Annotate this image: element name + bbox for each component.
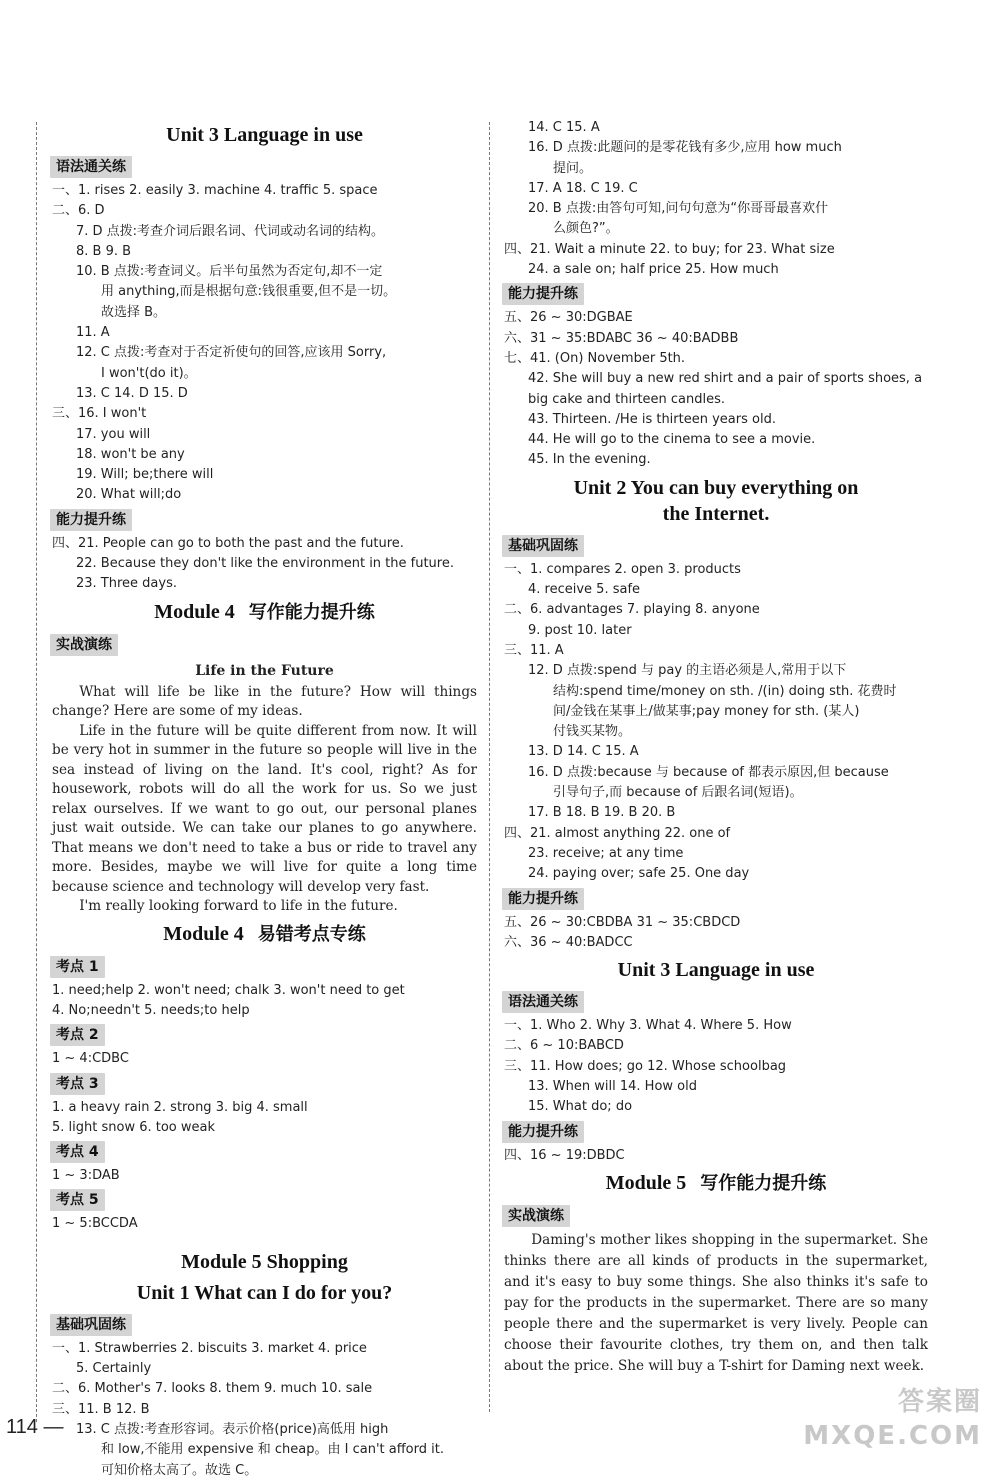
answer-line: 付钱买某物。	[553, 724, 632, 740]
answer-line: 5. Certainly	[76, 1361, 152, 1377]
answer-line: 17. A 18. C 19. C	[528, 180, 638, 196]
module5-writing-title-en: Module 5	[605, 1171, 687, 1194]
answer-line: 8. B 9. B	[76, 243, 132, 259]
answer-line: 可知价格太高了。故选 C。	[101, 1462, 258, 1478]
answer-line: 15. What do; do	[528, 1099, 633, 1115]
answer-line: 一、1. rises 2. easily 3. machine 4. traffic 5. space	[52, 183, 378, 198]
answer-line: 23. receive; at any time	[528, 845, 684, 861]
practice-section-tag: 实战演练	[502, 1205, 570, 1227]
answer-line: 13. C 14. D 15. D	[76, 385, 188, 401]
answer-line: 四、16 ~ 19:DBDC	[504, 1147, 625, 1163]
page-number: 114 —	[6, 1416, 64, 1438]
essay-title: Life in the Future	[195, 662, 334, 679]
answer-line: 二、6 ~ 10:BABCD	[504, 1038, 624, 1054]
answer-line: 五、26 ~ 30:CBDBA 31 ~ 35:CBDCD	[504, 914, 741, 930]
module4-writing-title-cn: 写作能力提升练	[248, 601, 375, 623]
answer-line: 故选择 B。	[101, 304, 167, 320]
unit3-title-right: Unit 3 Language in use	[617, 959, 815, 982]
watermark-text-url: MXQE.COM	[803, 1421, 982, 1451]
answer-line: 24. paying over; safe 25. One day	[528, 866, 750, 882]
answer-line: 二、6. advantages 7. playing 8. anyone	[504, 602, 760, 618]
left-margin-rule	[36, 122, 37, 1422]
basic-section-tag: 基础巩固练	[502, 535, 584, 557]
point-tag-5: 考点 5	[50, 1189, 105, 1211]
essay-paragraph: I'm really looking forward to life in the future.	[79, 898, 398, 915]
answer-line: 10. B 点拨:考查词义。后半句虽然为否定句,却不一定	[76, 264, 383, 280]
answer-line: 一、1. Strawberries 2. biscuits 3. market 4. price	[52, 1340, 367, 1356]
point-tag-2: 考点 2	[50, 1024, 105, 1046]
answer-line: 16. D 点拨:此题问的是零花钱有多少,应用 how much	[528, 140, 842, 156]
answer-line: 44. He will go to the cinema to see a movie.	[528, 432, 816, 448]
essay-paragraph: What will life be like in the future? How will things change? Here are some of my ideas.	[52, 683, 477, 720]
answer-line: 43. Thirteen. /He is thirteen years old.	[528, 411, 776, 427]
answer-line: big cake and thirteen candles.	[528, 391, 726, 407]
ability-section-tag: 能力提升练	[50, 509, 132, 531]
answer-line: 二、6. Mother's 7. looks 8. them 9. much 10. sale	[52, 1381, 373, 1397]
ability-section-tag: 能力提升练	[502, 888, 584, 910]
answer-line: 四、21. Wait a minute 22. to buy; for 23. What size	[504, 241, 835, 257]
answer-line: 4. receive 5. safe	[528, 582, 641, 598]
module5-writing-title-cn: 写作能力提升练	[700, 1172, 827, 1194]
module4-errors-title	[52, 921, 477, 948]
basic-section-tag: 基础巩固练	[50, 1314, 132, 1336]
answer-line: 11. A	[76, 325, 110, 341]
answer-line: 1 ~ 3:DAB	[52, 1168, 120, 1184]
answer-line: 一、1. compares 2. open 3. products	[504, 561, 741, 577]
ability-section-tag: 能力提升练	[502, 1121, 584, 1143]
right-column	[504, 118, 928, 1377]
essay-paragraph: Daming's mother likes shopping in the supermarket. She thinks there are all kinds of products in the supermarket, and it's easy to buy some things. She also thinks it's safe to pay for the products in the supermarket. There are so many people there and the supermarket is very lively. People can choose their favourite clothes, try them on, and then talk about the price. She will buy a T-shirt for Daming next week.	[504, 1231, 928, 1374]
answer-line: 三、11. B 12. B	[52, 1401, 150, 1417]
unit1-title: Unit 1 What can I do for you?	[136, 1281, 393, 1304]
answer-line: 五、26 ~ 30:DGBAE	[504, 310, 633, 326]
point-tag-3: 考点 3	[50, 1073, 105, 1095]
watermark-logo	[803, 1385, 982, 1453]
point-tag-4: 考点 4	[50, 1141, 105, 1163]
answer-line: 用 anything,而是根据句意:钱很重要,但不是一切。	[101, 284, 397, 300]
answer-line: 24. a sale on; half price 25. How much	[528, 262, 779, 278]
answer-line: 四、21. People can go to both the past and the future.	[52, 535, 404, 551]
answer-line: 三、11. How does; go 12. Whose schoolbag	[504, 1058, 787, 1074]
answer-line: 七、41. (On) November 5th.	[504, 350, 686, 366]
answer-line: 12. C 点拨:考查对于否定祈使句的回答,应该用 Sorry,	[76, 345, 387, 361]
module4-errors-title-cn: 易错考点专练	[257, 923, 366, 945]
answer-line: 20. What will;do	[76, 487, 182, 503]
answer-line: 13. When will 14. How old	[528, 1078, 697, 1094]
answer-line: 5. light snow 6. too weak	[52, 1119, 216, 1135]
answer-line: 22. Because they don't like the environment in the future.	[76, 556, 454, 572]
answer-line: 一、1. Who 2. Why 3. What 4. Where 5. How	[504, 1018, 792, 1034]
column-divider	[489, 122, 490, 1412]
answer-line: 42. She will buy a new red shirt and a pair of sports shoes, a	[528, 371, 923, 387]
essay-paragraph: Life in the future will be quite different from now. It will be very hot in summer in the future so people will live in the sea instead of living on the land. It's cool, right? As for housework, robots will do all the work for us. So we just relax ourselves. If we want to go out, our personal planes just wait outside. We can take our planes to go anywhere. That means we don't need to take a bus or ride to travel any more. Besides, maybe we will live for quite a long time because science and technology will develop very fast.	[52, 722, 477, 895]
answer-line: 12. D 点拨:spend 与 pay 的主语必须是人,常用于以下	[528, 663, 847, 679]
module5-title: Module 5 Shopping	[181, 1250, 348, 1273]
answer-line: 14. C 15. A	[528, 120, 600, 135]
answer-line: 1. a heavy rain 2. strong 3. big 4. small	[52, 1099, 308, 1115]
answer-line: 1 ~ 4:CDBC	[52, 1051, 129, 1067]
answer-line: 19. Will; be;there will	[76, 467, 214, 483]
answer-line: 么颜色?”。	[553, 221, 619, 237]
grammar-section-tag: 语法通关练	[502, 991, 584, 1013]
answer-line: 17. you will	[76, 426, 151, 442]
answer-line: 三、16. I won't	[52, 406, 147, 422]
answer-line: 四、21. almost anything 22. one of	[504, 825, 731, 841]
answer-line: 提问。	[553, 160, 593, 176]
answer-line: 13. C 点拨:考查形容词。表示价格(price)高低用 high	[76, 1421, 389, 1437]
unit2-title-line2: the Internet.	[662, 502, 770, 525]
answer-line: 7. D 点拨:考查介词后跟名词、代词或动名词的结构。	[76, 223, 385, 239]
answer-line: 1. need;help 2. won't need; chalk 3. won't need to get	[52, 982, 405, 998]
answer-line: 20. B 点拨:由答句可知,问句句意为“你哥哥最喜欢什	[528, 201, 829, 217]
unit3-title: Unit 3 Language in use	[166, 124, 363, 146]
left-column	[52, 118, 477, 1481]
answer-line: 三、11. A	[504, 642, 564, 658]
practice-section-tag: 实战演练	[50, 634, 118, 656]
module4-writing-title	[52, 599, 477, 626]
answer-line: 二、6. D	[52, 203, 105, 219]
grammar-section-tag: 语法通关练	[50, 156, 132, 178]
module4-errors-title-en: Module 4	[163, 922, 244, 945]
answer-line: 1 ~ 5:BCCDA	[52, 1216, 138, 1232]
answer-line: 45. In the evening.	[528, 452, 651, 468]
answer-line: 13. D 14. C 15. A	[528, 744, 639, 760]
answer-line: 间/金钱在某事上/做某事;pay money for sth. (某人)	[553, 703, 860, 719]
answer-line: 结构:spend time/money on sth. /(in) doing sth. 花费时	[553, 683, 897, 699]
answer-line: 引导句子,而 because of 后跟名词(短语)。	[553, 785, 803, 801]
ability-section-tag: 能力提升练	[502, 283, 584, 305]
watermark-text-cn: 答案圈	[897, 1387, 982, 1417]
answer-line: 和 low,不能用 expensive 和 cheap。由 I can't afford it.	[101, 1442, 444, 1458]
answer-line: I won't(do it)。	[101, 365, 197, 381]
answer-line: 16. D 点拨:because 与 because of 都表示原因,但 because	[528, 764, 889, 780]
answer-line: 23. Three days.	[76, 576, 177, 592]
module5-writing-title	[504, 1170, 928, 1197]
point-tag-1: 考点 1	[50, 956, 105, 978]
unit2-title-line1: Unit 2 You can buy everything on	[573, 476, 859, 499]
answer-line: 18. won't be any	[76, 446, 185, 462]
answer-line: 4. No;needn't 5. needs;to help	[52, 1002, 250, 1018]
answer-line: 六、31 ~ 35:BDABC 36 ~ 40:BADBB	[504, 330, 739, 346]
answer-line: 六、36 ~ 40:BADCC	[504, 934, 633, 950]
answer-line: 17. B 18. B 19. B 20. B	[528, 805, 676, 821]
answer-line: 9. post 10. later	[528, 622, 632, 638]
module4-writing-title-en: Module 4	[154, 600, 235, 623]
